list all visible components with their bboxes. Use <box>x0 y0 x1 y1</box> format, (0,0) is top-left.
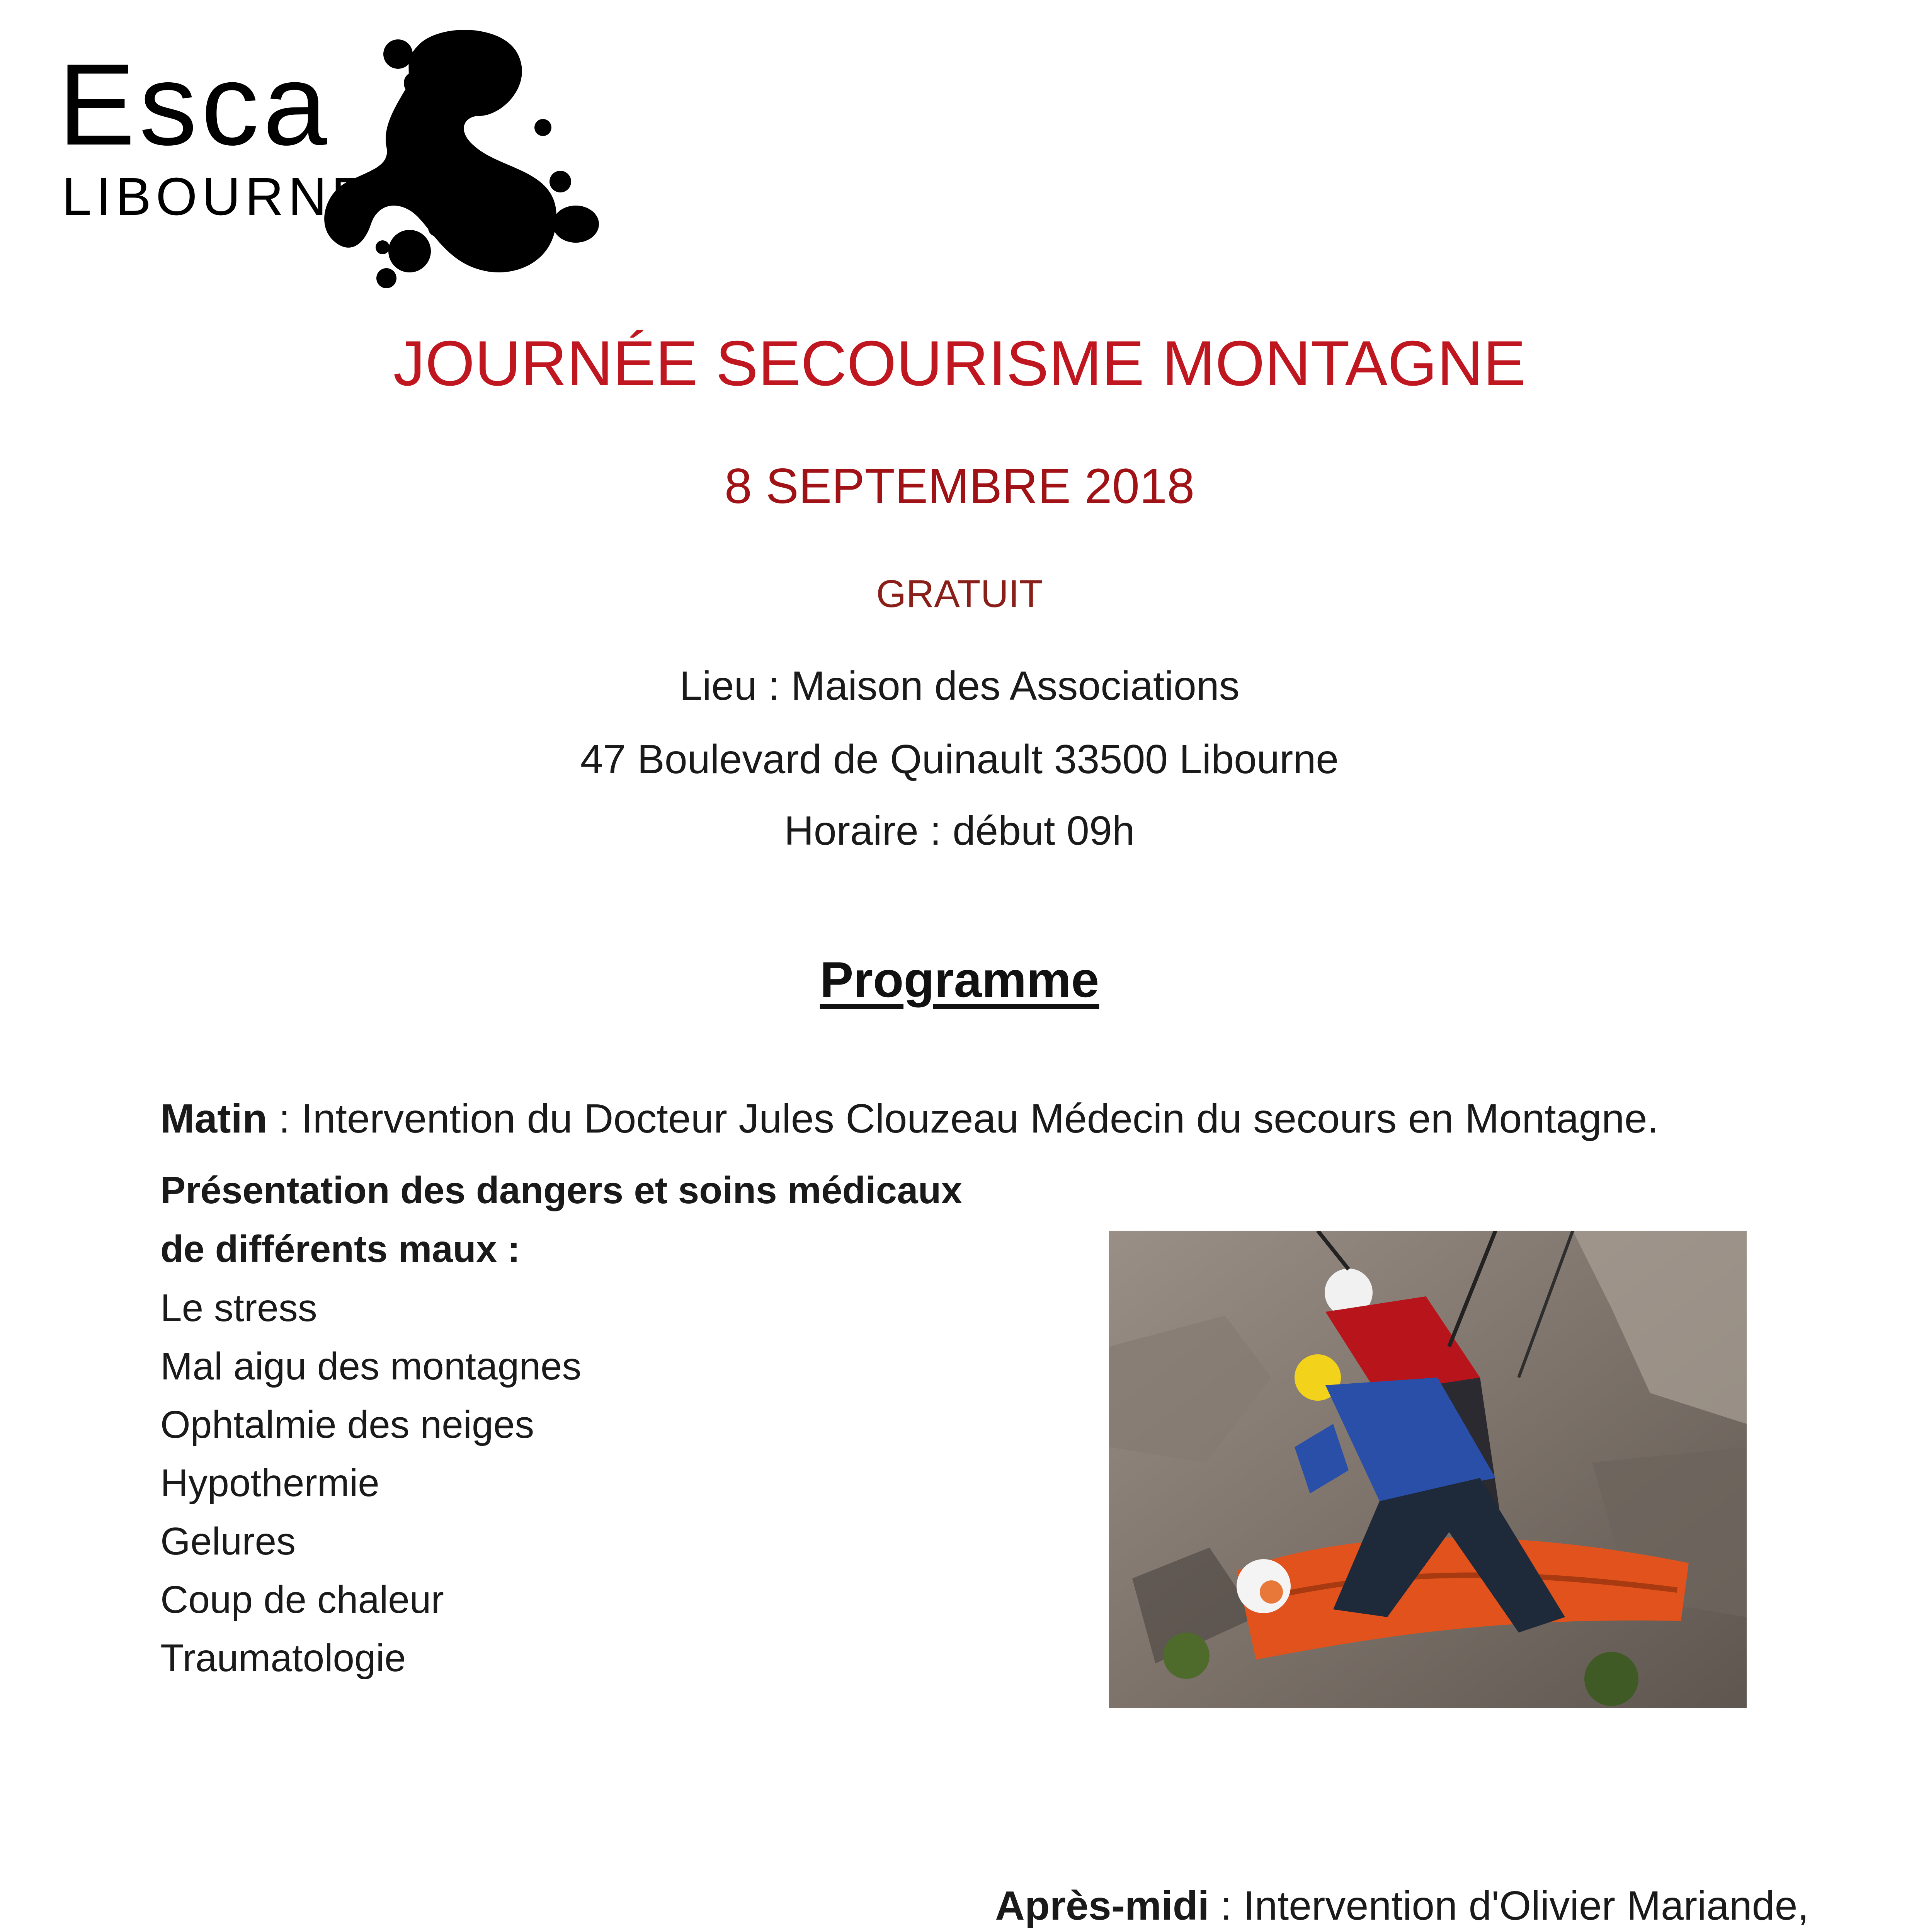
event-price: GRATUIT <box>876 572 1043 616</box>
list-item: Ophtalmie des neiges <box>160 1403 534 1446</box>
list-item: Le stress <box>160 1286 317 1330</box>
morning-intro <box>160 1095 1659 1143</box>
afternoon-text: : Intervention d'Olivier Mariande, <box>1209 1883 1809 1929</box>
rescue-photo <box>1109 1231 1747 1708</box>
afternoon-label: Après-midi <box>995 1883 1209 1929</box>
list-item: Mal aigu des montagnes <box>160 1345 582 1388</box>
event-address: 47 Boulevard de Quinault 33500 Libourne <box>580 736 1339 782</box>
event-date: 8 SEPTEMBRE 2018 <box>724 459 1195 514</box>
list-item: Gelures <box>160 1520 296 1563</box>
event-schedule: Horaire : début 09h <box>784 808 1135 854</box>
afternoon-intro <box>995 1874 1809 1932</box>
event-location: Lieu : Maison des Associations <box>679 663 1240 709</box>
logo-wordmark: Esca <box>58 39 331 169</box>
event-title: JOURNÉE SECOURISME MONTAGNE <box>393 328 1526 399</box>
list-item: Hypothermie <box>160 1461 379 1505</box>
logo <box>0 0 603 294</box>
morning-topics-list <box>160 1279 582 1687</box>
morning-label: Matin <box>160 1096 267 1141</box>
programme-heading: Programme <box>820 951 1099 1008</box>
morning-subheading: Présentation des dangers et soins médicaux de différents maux : <box>160 1169 963 1270</box>
list-item: Traumatologie <box>160 1636 406 1680</box>
list-item: Coup de chaleur <box>160 1578 444 1621</box>
morning-text: : Intervention du Docteur Jules Clouzeau Médecin du secours en Montagne. <box>267 1096 1659 1141</box>
logo-city: LIBOURNE <box>62 167 372 226</box>
